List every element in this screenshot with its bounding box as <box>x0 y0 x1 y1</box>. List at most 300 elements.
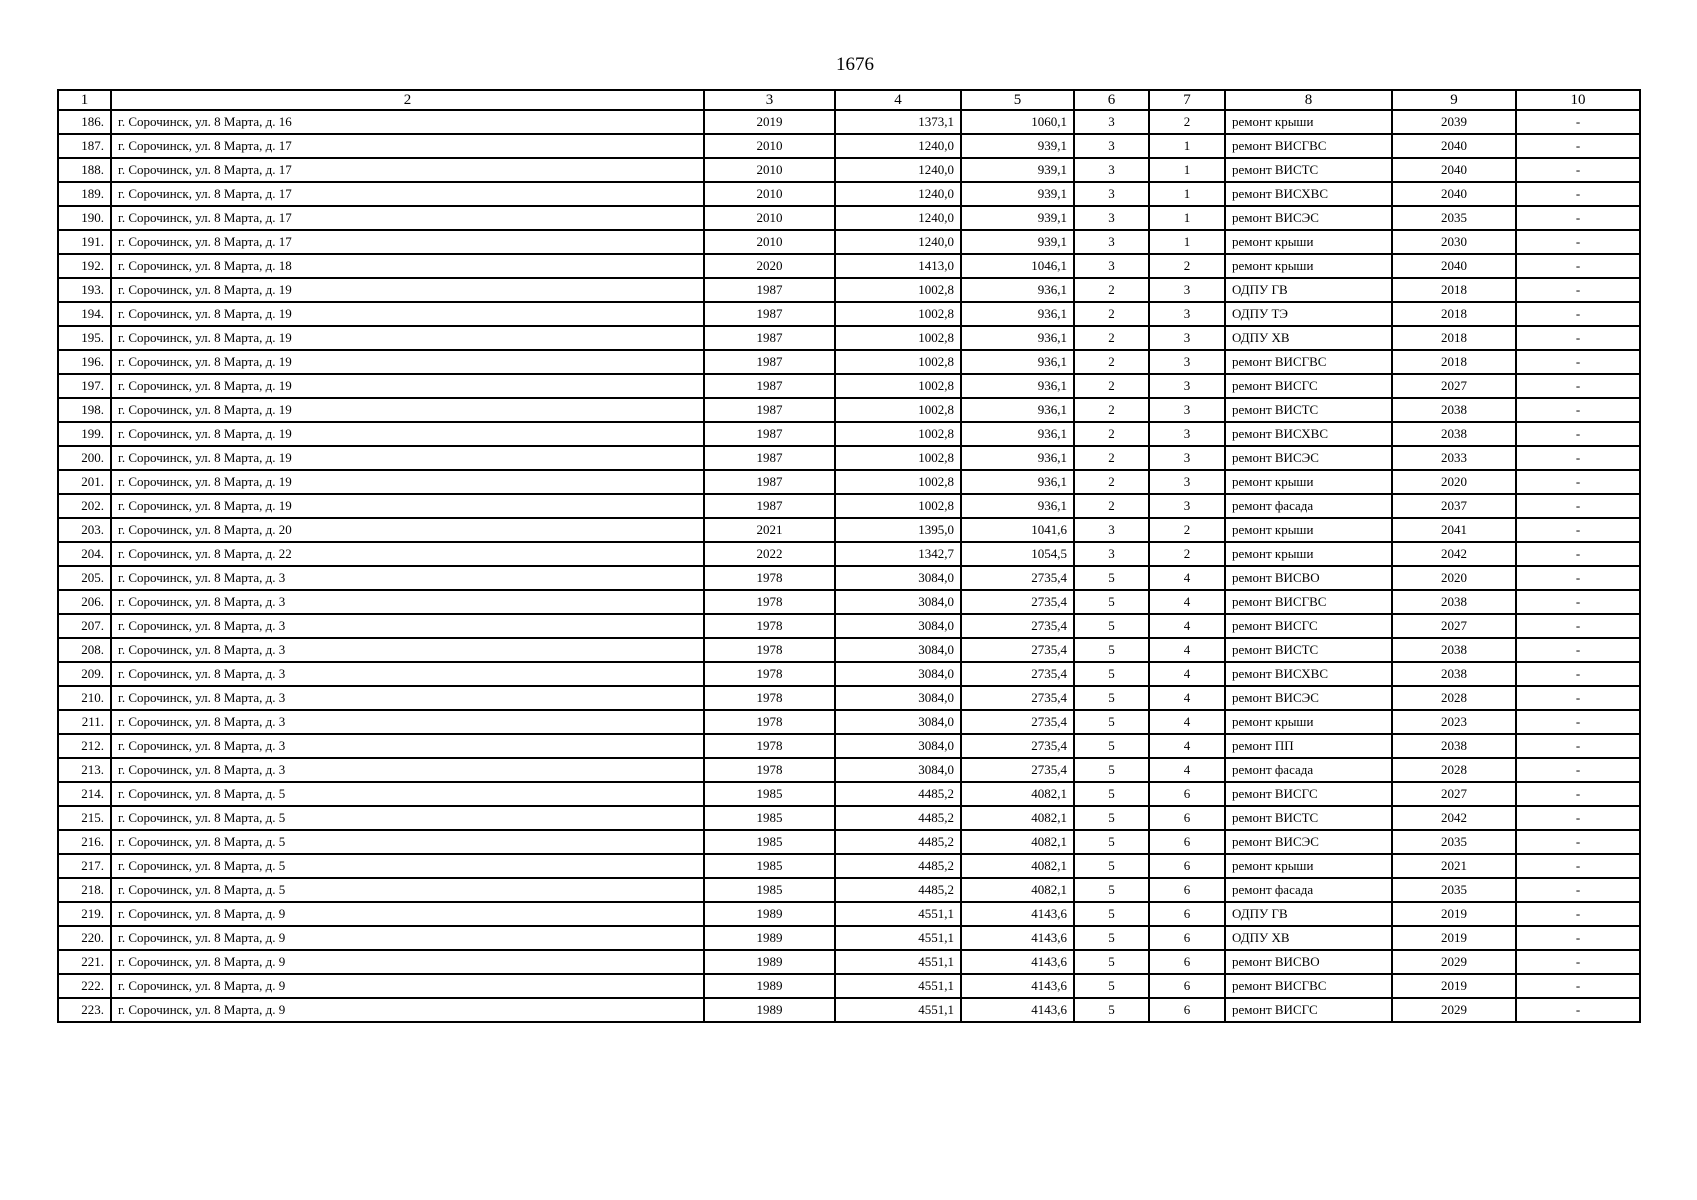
cell-work-type: ремонт ВИСТС <box>1225 806 1392 830</box>
cell-note: - <box>1516 542 1640 566</box>
cell-total-area: 4551,1 <box>835 974 961 998</box>
cell-total-area: 3084,0 <box>835 758 961 782</box>
cell-entrances: 3 <box>1149 422 1225 446</box>
cell-row-number: 198. <box>58 398 111 422</box>
cell-living-area: 939,1 <box>961 182 1074 206</box>
cell-work-type: ОДПУ ГВ <box>1225 278 1392 302</box>
cell-planned-year: 2027 <box>1392 782 1516 806</box>
cell-note: - <box>1516 398 1640 422</box>
cell-year-built: 1989 <box>704 950 835 974</box>
cell-floors: 2 <box>1074 494 1149 518</box>
cell-note: - <box>1516 710 1640 734</box>
table-row <box>58 734 1640 758</box>
cell-entrances: 6 <box>1149 782 1225 806</box>
cell-floors: 5 <box>1074 998 1149 1022</box>
cell-total-area: 4551,1 <box>835 926 961 950</box>
cell-year-built: 2019 <box>704 110 835 134</box>
cell-work-type: ремонт крыши <box>1225 230 1392 254</box>
cell-row-number: 197. <box>58 374 111 398</box>
cell-planned-year: 2037 <box>1392 494 1516 518</box>
cell-total-area: 3084,0 <box>835 638 961 662</box>
cell-planned-year: 2019 <box>1392 926 1516 950</box>
cell-planned-year: 2040 <box>1392 182 1516 206</box>
cell-address: г. Сорочинск, ул. 8 Марта, д. 19 <box>111 398 704 422</box>
cell-living-area: 2735,4 <box>961 614 1074 638</box>
cell-note: - <box>1516 254 1640 278</box>
cell-note: - <box>1516 734 1640 758</box>
cell-row-number: 192. <box>58 254 111 278</box>
cell-year-built: 1985 <box>704 806 835 830</box>
cell-work-type: ОДПУ ТЭ <box>1225 302 1392 326</box>
cell-address: г. Сорочинск, ул. 8 Марта, д. 3 <box>111 662 704 686</box>
cell-living-area: 936,1 <box>961 422 1074 446</box>
cell-row-number: 191. <box>58 230 111 254</box>
cell-row-number: 206. <box>58 590 111 614</box>
cell-floors: 3 <box>1074 134 1149 158</box>
cell-work-type: ремонт фасада <box>1225 494 1392 518</box>
cell-planned-year: 2042 <box>1392 806 1516 830</box>
cell-note: - <box>1516 470 1640 494</box>
cell-work-type: ремонт ВИСЭС <box>1225 446 1392 470</box>
cell-row-number: 188. <box>58 158 111 182</box>
cell-note: - <box>1516 278 1640 302</box>
cell-entrances: 3 <box>1149 278 1225 302</box>
cell-row-number: 220. <box>58 926 111 950</box>
cell-floors: 5 <box>1074 926 1149 950</box>
cell-total-area: 4485,2 <box>835 878 961 902</box>
cell-work-type: ремонт ВИСГС <box>1225 782 1392 806</box>
cell-planned-year: 2028 <box>1392 686 1516 710</box>
cell-note: - <box>1516 686 1640 710</box>
cell-living-area: 2735,4 <box>961 758 1074 782</box>
cell-year-built: 1978 <box>704 758 835 782</box>
table-row <box>58 758 1640 782</box>
cell-address: г. Сорочинск, ул. 8 Марта, д. 19 <box>111 350 704 374</box>
table-body <box>58 110 1640 1022</box>
cell-year-built: 1989 <box>704 998 835 1022</box>
cell-planned-year: 2018 <box>1392 326 1516 350</box>
cell-total-area: 1342,7 <box>835 542 961 566</box>
table-row <box>58 950 1640 974</box>
cell-entrances: 6 <box>1149 950 1225 974</box>
cell-address: г. Сорочинск, ул. 8 Марта, д. 17 <box>111 158 704 182</box>
cell-total-area: 4551,1 <box>835 950 961 974</box>
cell-total-area: 1373,1 <box>835 110 961 134</box>
cell-address: г. Сорочинск, ул. 8 Марта, д. 19 <box>111 446 704 470</box>
cell-floors: 2 <box>1074 374 1149 398</box>
cell-planned-year: 2029 <box>1392 950 1516 974</box>
cell-work-type: ремонт ВИСВО <box>1225 566 1392 590</box>
cell-address: г. Сорочинск, ул. 8 Марта, д. 19 <box>111 302 704 326</box>
cell-row-number: 189. <box>58 182 111 206</box>
cell-year-built: 1978 <box>704 662 835 686</box>
cell-work-type: ОДПУ ХВ <box>1225 326 1392 350</box>
cell-note: - <box>1516 518 1640 542</box>
cell-total-area: 1240,0 <box>835 206 961 230</box>
cell-address: г. Сорочинск, ул. 8 Марта, д. 19 <box>111 326 704 350</box>
cell-planned-year: 2027 <box>1392 614 1516 638</box>
table-row <box>58 614 1640 638</box>
cell-year-built: 1978 <box>704 590 835 614</box>
cell-entrances: 3 <box>1149 398 1225 422</box>
cell-floors: 3 <box>1074 254 1149 278</box>
cell-year-built: 1989 <box>704 974 835 998</box>
cell-row-number: 216. <box>58 830 111 854</box>
cell-planned-year: 2040 <box>1392 134 1516 158</box>
cell-row-number: 213. <box>58 758 111 782</box>
cell-address: г. Сорочинск, ул. 8 Марта, д. 5 <box>111 878 704 902</box>
cell-address: г. Сорочинск, ул. 8 Марта, д. 5 <box>111 830 704 854</box>
cell-living-area: 1041,6 <box>961 518 1074 542</box>
cell-year-built: 1978 <box>704 614 835 638</box>
cell-planned-year: 2038 <box>1392 662 1516 686</box>
table-row <box>58 638 1640 662</box>
cell-floors: 5 <box>1074 734 1149 758</box>
cell-address: г. Сорочинск, ул. 8 Марта, д. 3 <box>111 566 704 590</box>
cell-address: г. Сорочинск, ул. 8 Марта, д. 9 <box>111 902 704 926</box>
cell-note: - <box>1516 110 1640 134</box>
cell-address: г. Сорочинск, ул. 8 Марта, д. 17 <box>111 230 704 254</box>
cell-note: - <box>1516 566 1640 590</box>
cell-work-type: ремонт ВИСТС <box>1225 398 1392 422</box>
cell-note: - <box>1516 422 1640 446</box>
cell-year-built: 1978 <box>704 566 835 590</box>
cell-year-built: 1985 <box>704 830 835 854</box>
table-row <box>58 518 1640 542</box>
cell-floors: 5 <box>1074 710 1149 734</box>
cell-entrances: 1 <box>1149 230 1225 254</box>
cell-address: г. Сорочинск, ул. 8 Марта, д. 19 <box>111 470 704 494</box>
cell-total-area: 3084,0 <box>835 614 961 638</box>
cell-living-area: 939,1 <box>961 206 1074 230</box>
cell-entrances: 4 <box>1149 686 1225 710</box>
cell-living-area: 1054,5 <box>961 542 1074 566</box>
cell-year-built: 1987 <box>704 422 835 446</box>
cell-total-area: 1002,8 <box>835 446 961 470</box>
cell-entrances: 3 <box>1149 494 1225 518</box>
page-number: 1676 <box>836 54 874 75</box>
cell-floors: 2 <box>1074 470 1149 494</box>
table-row <box>58 374 1640 398</box>
cell-work-type: ОДПУ ГВ <box>1225 902 1392 926</box>
table-row <box>58 902 1640 926</box>
cell-address: г. Сорочинск, ул. 8 Марта, д. 3 <box>111 614 704 638</box>
cell-planned-year: 2039 <box>1392 110 1516 134</box>
cell-work-type: ремонт крыши <box>1225 542 1392 566</box>
table-row <box>58 398 1640 422</box>
cell-living-area: 936,1 <box>961 470 1074 494</box>
cell-work-type: ремонт ВИСЭС <box>1225 206 1392 230</box>
cell-floors: 5 <box>1074 878 1149 902</box>
cell-address: г. Сорочинск, ул. 8 Марта, д. 3 <box>111 710 704 734</box>
cell-year-built: 2010 <box>704 158 835 182</box>
cell-year-built: 1989 <box>704 902 835 926</box>
col-header-4: 4 <box>835 90 961 110</box>
cell-year-built: 2021 <box>704 518 835 542</box>
cell-address: г. Сорочинск, ул. 8 Марта, д. 9 <box>111 974 704 998</box>
cell-planned-year: 2019 <box>1392 974 1516 998</box>
cell-year-built: 1978 <box>704 686 835 710</box>
cell-living-area: 4143,6 <box>961 998 1074 1022</box>
table-row <box>58 830 1640 854</box>
table-row <box>58 182 1640 206</box>
cell-year-built: 1987 <box>704 302 835 326</box>
cell-row-number: 217. <box>58 854 111 878</box>
cell-floors: 2 <box>1074 350 1149 374</box>
cell-row-number: 187. <box>58 134 111 158</box>
cell-year-built: 1978 <box>704 710 835 734</box>
cell-total-area: 4485,2 <box>835 806 961 830</box>
cell-entrances: 2 <box>1149 110 1225 134</box>
cell-year-built: 2010 <box>704 182 835 206</box>
cell-floors: 5 <box>1074 686 1149 710</box>
cell-planned-year: 2030 <box>1392 230 1516 254</box>
cell-entrances: 4 <box>1149 710 1225 734</box>
cell-year-built: 1978 <box>704 638 835 662</box>
col-header-8: 8 <box>1225 90 1392 110</box>
cell-address: г. Сорочинск, ул. 8 Марта, д. 17 <box>111 206 704 230</box>
cell-row-number: 204. <box>58 542 111 566</box>
cell-work-type: ремонт крыши <box>1225 110 1392 134</box>
cell-planned-year: 2038 <box>1392 590 1516 614</box>
cell-work-type: ремонт ВИСГС <box>1225 614 1392 638</box>
cell-year-built: 2010 <box>704 230 835 254</box>
table-row <box>58 134 1640 158</box>
cell-living-area: 936,1 <box>961 326 1074 350</box>
cell-entrances: 3 <box>1149 326 1225 350</box>
cell-note: - <box>1516 206 1640 230</box>
cell-row-number: 221. <box>58 950 111 974</box>
cell-living-area: 936,1 <box>961 494 1074 518</box>
cell-year-built: 1987 <box>704 398 835 422</box>
cell-total-area: 1240,0 <box>835 182 961 206</box>
cell-total-area: 1002,8 <box>835 374 961 398</box>
cell-address: г. Сорочинск, ул. 8 Марта, д. 9 <box>111 998 704 1022</box>
cell-floors: 5 <box>1074 638 1149 662</box>
cell-note: - <box>1516 302 1640 326</box>
table-row <box>58 158 1640 182</box>
table-row <box>58 302 1640 326</box>
cell-note: - <box>1516 134 1640 158</box>
cell-living-area: 2735,4 <box>961 710 1074 734</box>
cell-work-type: ремонт ВИСХВС <box>1225 422 1392 446</box>
cell-planned-year: 2038 <box>1392 734 1516 758</box>
cell-row-number: 214. <box>58 782 111 806</box>
cell-planned-year: 2021 <box>1392 854 1516 878</box>
cell-address: г. Сорочинск, ул. 8 Марта, д. 3 <box>111 686 704 710</box>
col-header-3: 3 <box>704 90 835 110</box>
cell-floors: 5 <box>1074 854 1149 878</box>
cell-work-type: ремонт крыши <box>1225 470 1392 494</box>
table-row <box>58 542 1640 566</box>
cell-planned-year: 2018 <box>1392 302 1516 326</box>
cell-floors: 5 <box>1074 566 1149 590</box>
cell-address: г. Сорочинск, ул. 8 Марта, д. 3 <box>111 758 704 782</box>
cell-planned-year: 2023 <box>1392 710 1516 734</box>
cell-work-type: ремонт ПП <box>1225 734 1392 758</box>
cell-floors: 3 <box>1074 518 1149 542</box>
cell-living-area: 4082,1 <box>961 830 1074 854</box>
cell-entrances: 1 <box>1149 158 1225 182</box>
cell-floors: 3 <box>1074 230 1149 254</box>
cell-living-area: 1060,1 <box>961 110 1074 134</box>
cell-work-type: ремонт крыши <box>1225 254 1392 278</box>
cell-work-type: ремонт крыши <box>1225 518 1392 542</box>
table-row <box>58 782 1640 806</box>
cell-entrances: 3 <box>1149 302 1225 326</box>
cell-address: г. Сорочинск, ул. 8 Марта, д. 3 <box>111 590 704 614</box>
cell-floors: 3 <box>1074 110 1149 134</box>
table-row <box>58 494 1640 518</box>
cell-address: г. Сорочинск, ул. 8 Марта, д. 17 <box>111 134 704 158</box>
cell-note: - <box>1516 374 1640 398</box>
cell-entrances: 4 <box>1149 566 1225 590</box>
cell-work-type: ремонт крыши <box>1225 854 1392 878</box>
table-row <box>58 998 1640 1022</box>
cell-entrances: 6 <box>1149 878 1225 902</box>
cell-note: - <box>1516 926 1640 950</box>
cell-address: г. Сорочинск, ул. 8 Марта, д. 18 <box>111 254 704 278</box>
cell-floors: 5 <box>1074 662 1149 686</box>
cell-work-type: ремонт ВИСВО <box>1225 950 1392 974</box>
cell-address: г. Сорочинск, ул. 8 Марта, д. 22 <box>111 542 704 566</box>
cell-living-area: 4143,6 <box>961 902 1074 926</box>
cell-entrances: 3 <box>1149 470 1225 494</box>
cell-row-number: 186. <box>58 110 111 134</box>
cell-floors: 2 <box>1074 278 1149 302</box>
cell-planned-year: 2038 <box>1392 422 1516 446</box>
cell-planned-year: 2040 <box>1392 254 1516 278</box>
cell-row-number: 211. <box>58 710 111 734</box>
cell-planned-year: 2018 <box>1392 278 1516 302</box>
cell-entrances: 6 <box>1149 974 1225 998</box>
table-row <box>58 686 1640 710</box>
cell-floors: 2 <box>1074 422 1149 446</box>
cell-work-type: ремонт крыши <box>1225 710 1392 734</box>
table-row <box>58 350 1640 374</box>
cell-row-number: 223. <box>58 998 111 1022</box>
cell-floors: 2 <box>1074 446 1149 470</box>
cell-entrances: 4 <box>1149 590 1225 614</box>
cell-address: г. Сорочинск, ул. 8 Марта, д. 16 <box>111 110 704 134</box>
cell-row-number: 203. <box>58 518 111 542</box>
cell-year-built: 1985 <box>704 782 835 806</box>
cell-year-built: 2010 <box>704 206 835 230</box>
table-row <box>58 422 1640 446</box>
cell-entrances: 3 <box>1149 446 1225 470</box>
cell-row-number: 212. <box>58 734 111 758</box>
cell-living-area: 939,1 <box>961 158 1074 182</box>
cell-total-area: 1240,0 <box>835 158 961 182</box>
cell-living-area: 1046,1 <box>961 254 1074 278</box>
cell-total-area: 1002,8 <box>835 326 961 350</box>
cell-total-area: 4551,1 <box>835 998 961 1022</box>
cell-total-area: 3084,0 <box>835 734 961 758</box>
cell-address: г. Сорочинск, ул. 8 Марта, д. 5 <box>111 782 704 806</box>
cell-planned-year: 2033 <box>1392 446 1516 470</box>
cell-year-built: 1987 <box>704 494 835 518</box>
cell-row-number: 195. <box>58 326 111 350</box>
cell-address: г. Сорочинск, ул. 8 Марта, д. 9 <box>111 926 704 950</box>
cell-entrances: 1 <box>1149 134 1225 158</box>
cell-entrances: 6 <box>1149 830 1225 854</box>
table-row <box>58 710 1640 734</box>
cell-work-type: ремонт ВИСГВС <box>1225 350 1392 374</box>
cell-planned-year: 2038 <box>1392 638 1516 662</box>
cell-entrances: 4 <box>1149 638 1225 662</box>
cell-entrances: 4 <box>1149 758 1225 782</box>
cell-entrances: 6 <box>1149 998 1225 1022</box>
cell-floors: 5 <box>1074 806 1149 830</box>
cell-entrances: 3 <box>1149 350 1225 374</box>
cell-note: - <box>1516 638 1640 662</box>
cell-living-area: 4082,1 <box>961 854 1074 878</box>
cell-floors: 5 <box>1074 974 1149 998</box>
cell-work-type: ремонт ВИСЭС <box>1225 830 1392 854</box>
cell-total-area: 4485,2 <box>835 854 961 878</box>
cell-row-number: 210. <box>58 686 111 710</box>
cell-row-number: 205. <box>58 566 111 590</box>
table-row <box>58 854 1640 878</box>
cell-planned-year: 2040 <box>1392 158 1516 182</box>
cell-entrances: 4 <box>1149 614 1225 638</box>
col-header-7: 7 <box>1149 90 1225 110</box>
cell-address: г. Сорочинск, ул. 8 Марта, д. 17 <box>111 182 704 206</box>
cell-row-number: 196. <box>58 350 111 374</box>
cell-planned-year: 2035 <box>1392 830 1516 854</box>
cell-address: г. Сорочинск, ул. 8 Марта, д. 19 <box>111 422 704 446</box>
table-row <box>58 470 1640 494</box>
cell-address: г. Сорочинск, ул. 8 Марта, д. 3 <box>111 734 704 758</box>
cell-living-area: 936,1 <box>961 350 1074 374</box>
col-header-2: 2 <box>111 90 704 110</box>
cell-total-area: 1002,8 <box>835 278 961 302</box>
cell-floors: 5 <box>1074 590 1149 614</box>
cell-living-area: 2735,4 <box>961 566 1074 590</box>
table-row <box>58 590 1640 614</box>
cell-planned-year: 2028 <box>1392 758 1516 782</box>
cell-year-built: 1987 <box>704 326 835 350</box>
cell-note: - <box>1516 182 1640 206</box>
cell-entrances: 1 <box>1149 206 1225 230</box>
header-row <box>58 90 1640 110</box>
cell-entrances: 2 <box>1149 254 1225 278</box>
cell-living-area: 4143,6 <box>961 950 1074 974</box>
table-row <box>58 662 1640 686</box>
cell-total-area: 4485,2 <box>835 782 961 806</box>
cell-address: г. Сорочинск, ул. 8 Марта, д. 19 <box>111 374 704 398</box>
cell-entrances: 6 <box>1149 926 1225 950</box>
cell-row-number: 215. <box>58 806 111 830</box>
col-header-10: 10 <box>1516 90 1640 110</box>
table-row <box>58 566 1640 590</box>
cell-note: - <box>1516 974 1640 998</box>
cell-entrances: 6 <box>1149 806 1225 830</box>
cell-total-area: 1002,8 <box>835 494 961 518</box>
cell-row-number: 200. <box>58 446 111 470</box>
cell-address: г. Сорочинск, ул. 8 Марта, д. 5 <box>111 806 704 830</box>
cell-work-type: ремонт ВИСГВС <box>1225 134 1392 158</box>
cell-total-area: 3084,0 <box>835 662 961 686</box>
cell-year-built: 2010 <box>704 134 835 158</box>
cell-living-area: 936,1 <box>961 398 1074 422</box>
table-row <box>58 974 1640 998</box>
cell-year-built: 1985 <box>704 878 835 902</box>
cell-work-type: ремонт ВИСТС <box>1225 158 1392 182</box>
cell-year-built: 1987 <box>704 278 835 302</box>
cell-total-area: 1395,0 <box>835 518 961 542</box>
cell-planned-year: 2035 <box>1392 206 1516 230</box>
